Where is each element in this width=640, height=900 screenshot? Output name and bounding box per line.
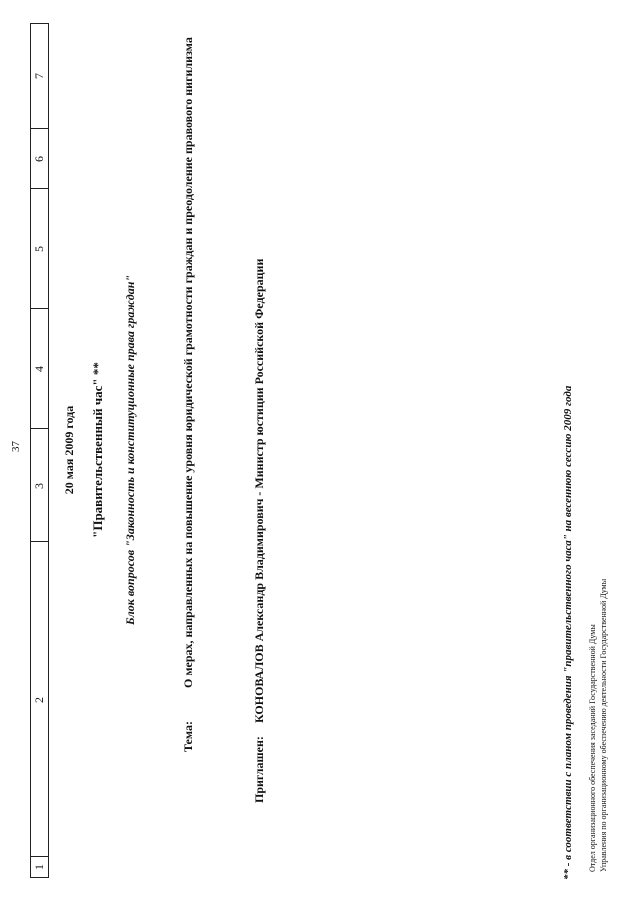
column-divider xyxy=(31,188,48,189)
topic-text: О мерах, направленных на повышение уровня юридической грамотности граждан и преодоление правового нигилизма xyxy=(181,37,195,688)
column-divider xyxy=(31,428,48,429)
column-divider xyxy=(31,541,48,542)
column-number: 6 xyxy=(32,156,46,162)
column-divider xyxy=(31,308,48,309)
event-title: "Правительственный час" ** xyxy=(90,362,105,538)
meeting-date: 20 мая 2009 года xyxy=(62,405,76,495)
invited-person: КОНОВАЛОВ Александр Владимирович - Министр юстиции Российской Федерации xyxy=(252,258,266,723)
column-number-strip xyxy=(30,23,49,878)
column-number: 1 xyxy=(32,864,46,870)
column-divider xyxy=(31,856,48,857)
department-line: Отдел организационного обеспечения заседаний Государственной Думы xyxy=(588,624,597,872)
footnote: ** - в соответствии с планом проведения "правительственного часа" на весеннюю сессию 2009 года xyxy=(562,385,574,880)
column-number: 4 xyxy=(32,366,46,372)
column-number: 3 xyxy=(32,483,46,489)
department-line: Управления по организационному обеспечению деятельности Государственной Думы xyxy=(599,578,608,872)
column-divider xyxy=(31,128,48,129)
column-number: 2 xyxy=(32,697,46,703)
page-number: 37 xyxy=(10,441,22,452)
question-block-title: Блок вопросов "Законность и конституционные права граждан" xyxy=(123,274,137,626)
topic-label: Тема: xyxy=(181,721,195,752)
column-number: 5 xyxy=(32,246,46,252)
column-number: 7 xyxy=(32,73,46,79)
invited-label: Приглашен: xyxy=(252,736,266,803)
